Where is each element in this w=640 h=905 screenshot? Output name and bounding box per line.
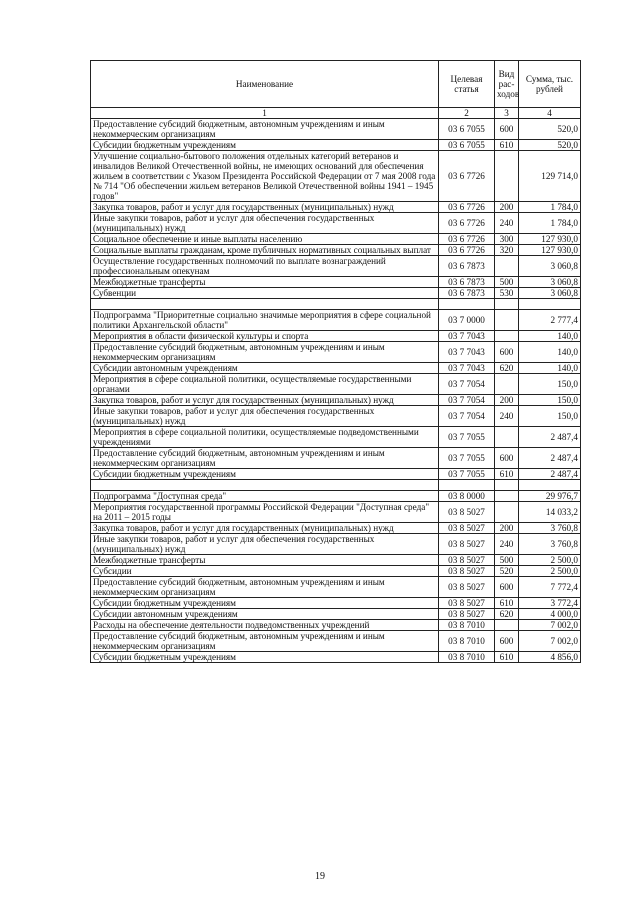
row-sum: 2 487,4 xyxy=(519,427,581,448)
row-target-code: 03 7 7043 xyxy=(439,342,495,363)
table-row xyxy=(91,331,581,342)
row-sum: 2 487,4 xyxy=(519,469,581,480)
header-sum: Сумма, тыс. рублей xyxy=(519,61,581,108)
row-sum: 3 060,8 xyxy=(519,277,581,288)
row-target-code: 03 6 7726 xyxy=(439,151,495,202)
row-name: Подпрограмма "Приоритетные социально значимые мероприятия в сфере социальной политики Архангельской области" xyxy=(91,310,439,331)
row-name: Субсидии автономным учреждениям xyxy=(91,363,439,374)
row-target-code: 03 7 7054 xyxy=(439,374,495,395)
row-target-code: 03 8 5027 xyxy=(439,609,495,620)
spacer-cell xyxy=(495,480,519,491)
row-target-code: 03 7 7055 xyxy=(439,427,495,448)
table-row xyxy=(91,502,581,523)
table-row xyxy=(91,469,581,480)
row-expense-kind: 200 xyxy=(495,202,519,213)
row-expense-kind: 240 xyxy=(495,406,519,427)
row-target-code: 03 8 5027 xyxy=(439,598,495,609)
row-name: Закупка товаров, работ и услуг для государственных (муниципальных) нужд xyxy=(91,202,439,213)
column-index: 2 xyxy=(439,108,495,119)
row-target-code: 03 8 5027 xyxy=(439,566,495,577)
row-name: Улучшение социально-бытового положения отдельных категорий ветеранов и инвалидов Великой Отечественной войны, не имеющих оснований для обеспечения жильем в соответствии с Указом Президента Российской Федерации от 7 мая 2008 года № 714 "Об обеспечении жильем ветеранов Великой Отечественной войны 1941 – 1945 годов" xyxy=(91,151,439,202)
row-expense-kind: 610 xyxy=(495,469,519,480)
table-row xyxy=(91,288,581,299)
row-target-code: 03 6 7726 xyxy=(439,234,495,245)
row-name: Социальные выплаты гражданам, кроме публичных нормативных социальных выплат xyxy=(91,245,439,256)
row-expense-kind: 300 xyxy=(495,234,519,245)
row-sum: 150,0 xyxy=(519,406,581,427)
row-name: Субсидии xyxy=(91,566,439,577)
row-target-code: 03 7 0000 xyxy=(439,310,495,331)
row-expense-kind xyxy=(495,491,519,502)
table-row xyxy=(91,363,581,374)
row-name: Предоставление субсидий бюджетным, автономным учреждениям и иным некоммерческим организациям xyxy=(91,448,439,469)
row-target-code: 03 6 7726 xyxy=(439,245,495,256)
row-target-code: 03 6 7726 xyxy=(439,213,495,234)
table-row xyxy=(91,555,581,566)
row-expense-kind: 240 xyxy=(495,534,519,555)
column-index: 1 xyxy=(91,108,439,119)
row-target-code: 03 8 5027 xyxy=(439,534,495,555)
subprogram-row xyxy=(91,491,581,502)
row-target-code: 03 8 7010 xyxy=(439,631,495,652)
row-target-code: 03 7 7055 xyxy=(439,448,495,469)
row-expense-kind: 500 xyxy=(495,277,519,288)
table-row xyxy=(91,374,581,395)
header-name: Наименование xyxy=(91,61,439,108)
row-expense-kind: 610 xyxy=(495,652,519,663)
table-row xyxy=(91,406,581,427)
row-sum: 3 760,8 xyxy=(519,534,581,555)
budget-table xyxy=(90,60,581,663)
row-target-code: 03 8 7010 xyxy=(439,652,495,663)
table-row xyxy=(91,395,581,406)
table-header-row xyxy=(91,61,581,108)
row-sum: 4 000,0 xyxy=(519,609,581,620)
row-sum: 127 930,0 xyxy=(519,245,581,256)
row-target-code: 03 8 5027 xyxy=(439,502,495,523)
row-sum: 14 033,2 xyxy=(519,502,581,523)
row-target-code: 03 6 7055 xyxy=(439,119,495,140)
row-name: Мероприятия в области физической культуры и спорта xyxy=(91,331,439,342)
row-target-code: 03 7 7054 xyxy=(439,395,495,406)
row-expense-kind xyxy=(495,374,519,395)
row-expense-kind: 620 xyxy=(495,609,519,620)
table-row xyxy=(91,609,581,620)
row-target-code: 03 7 7054 xyxy=(439,406,495,427)
row-expense-kind xyxy=(495,256,519,277)
table-row xyxy=(91,140,581,151)
row-expense-kind xyxy=(495,427,519,448)
row-expense-kind: 320 xyxy=(495,245,519,256)
spacer-cell xyxy=(519,480,581,491)
table-row xyxy=(91,577,581,598)
header-kind: Вид рас-ходов xyxy=(495,61,519,108)
row-name: Предоставление субсидий бюджетным, автономным учреждениям и иным некоммерческим организациям xyxy=(91,119,439,140)
table-row xyxy=(91,245,581,256)
table-row xyxy=(91,566,581,577)
row-target-code: 03 7 7055 xyxy=(439,469,495,480)
row-target-code: 03 7 7043 xyxy=(439,331,495,342)
row-expense-kind: 600 xyxy=(495,448,519,469)
row-target-code: 03 8 5027 xyxy=(439,523,495,534)
row-sum: 129 714,0 xyxy=(519,151,581,202)
row-name: Подпрограмма "Доступная среда" xyxy=(91,491,439,502)
header-target: Целевая статья xyxy=(439,61,495,108)
row-expense-kind: 610 xyxy=(495,140,519,151)
row-sum: 520,0 xyxy=(519,119,581,140)
row-target-code: 03 6 7726 xyxy=(439,202,495,213)
row-sum: 150,0 xyxy=(519,374,581,395)
subprogram-row xyxy=(91,310,581,331)
row-expense-kind xyxy=(495,502,519,523)
row-expense-kind: 600 xyxy=(495,342,519,363)
row-name: Расходы на обеспечение деятельности подведомственных учреждений xyxy=(91,620,439,631)
row-sum: 3 060,8 xyxy=(519,256,581,277)
row-name: Мероприятия в сфере социальной политики, осуществляемые подведомственными учреждениями xyxy=(91,427,439,448)
table-row xyxy=(91,523,581,534)
row-sum: 140,0 xyxy=(519,331,581,342)
row-sum: 2 500,0 xyxy=(519,566,581,577)
row-name: Иные закупки товаров, работ и услуг для обеспечения государственных (муниципальных) нужд xyxy=(91,406,439,427)
table-row xyxy=(91,427,581,448)
row-sum: 3 060,8 xyxy=(519,288,581,299)
row-name: Мероприятия в сфере социальной политики, осуществляемые государственными органами xyxy=(91,374,439,395)
row-sum: 150,0 xyxy=(519,395,581,406)
row-sum: 2 777,4 xyxy=(519,310,581,331)
table-row xyxy=(91,631,581,652)
spacer-cell xyxy=(91,299,439,310)
row-sum: 2 500,0 xyxy=(519,555,581,566)
row-expense-kind: 610 xyxy=(495,598,519,609)
row-name: Субсидии бюджетным учреждениям xyxy=(91,469,439,480)
row-name: Субсидии автономным учреждениям xyxy=(91,609,439,620)
table-row xyxy=(91,534,581,555)
row-name: Межбюджетные трансферты xyxy=(91,555,439,566)
table-row xyxy=(91,202,581,213)
row-expense-kind: 600 xyxy=(495,577,519,598)
table-row xyxy=(91,620,581,631)
row-sum: 7 002,0 xyxy=(519,631,581,652)
row-name: Предоставление субсидий бюджетным, автономным учреждениям и иным некоммерческим организациям xyxy=(91,342,439,363)
row-name: Межбюджетные трансферты xyxy=(91,277,439,288)
row-sum: 140,0 xyxy=(519,342,581,363)
row-target-code: 03 7 7043 xyxy=(439,363,495,374)
row-target-code: 03 8 5027 xyxy=(439,555,495,566)
row-name: Предоставление субсидий бюджетным, автономным учреждениям и иным некоммерческим организациям xyxy=(91,577,439,598)
row-expense-kind: 600 xyxy=(495,631,519,652)
row-sum: 29 976,7 xyxy=(519,491,581,502)
spacer-row xyxy=(91,299,581,310)
row-name: Субсидии бюджетным учреждениям xyxy=(91,598,439,609)
row-target-code: 03 6 7873 xyxy=(439,277,495,288)
spacer-cell xyxy=(91,480,439,491)
column-index: 4 xyxy=(519,108,581,119)
table-row xyxy=(91,277,581,288)
row-expense-kind: 200 xyxy=(495,395,519,406)
row-name: Иные закупки товаров, работ и услуг для обеспечения государственных (муниципальных) нужд xyxy=(91,534,439,555)
row-sum: 520,0 xyxy=(519,140,581,151)
row-sum: 1 784,0 xyxy=(519,213,581,234)
table-row xyxy=(91,213,581,234)
row-sum: 3 760,8 xyxy=(519,523,581,534)
table-row xyxy=(91,234,581,245)
row-expense-kind xyxy=(495,331,519,342)
column-index: 3 xyxy=(495,108,519,119)
row-sum: 7 002,0 xyxy=(519,620,581,631)
spacer-cell xyxy=(439,299,495,310)
row-name: Субсидии бюджетным учреждениям xyxy=(91,652,439,663)
row-target-code: 03 8 5027 xyxy=(439,577,495,598)
table-row xyxy=(91,652,581,663)
page-number: 19 xyxy=(315,871,325,882)
spacer-cell xyxy=(519,299,581,310)
table-row xyxy=(91,598,581,609)
row-name: Иные закупки товаров, работ и услуг для обеспечения государственных (муниципальных) нужд xyxy=(91,213,439,234)
spacer-row xyxy=(91,480,581,491)
row-target-code: 03 8 0000 xyxy=(439,491,495,502)
row-expense-kind: 200 xyxy=(495,523,519,534)
row-name: Субсидии бюджетным учреждениям xyxy=(91,140,439,151)
row-target-code: 03 6 7055 xyxy=(439,140,495,151)
row-sum: 2 487,4 xyxy=(519,448,581,469)
table-row xyxy=(91,256,581,277)
row-expense-kind: 520 xyxy=(495,566,519,577)
row-target-code: 03 8 7010 xyxy=(439,620,495,631)
row-name: Осуществление государственных полномочий по выплате вознаграждений профессиональным опекунам xyxy=(91,256,439,277)
row-expense-kind: 600 xyxy=(495,119,519,140)
table-row xyxy=(91,448,581,469)
row-expense-kind xyxy=(495,151,519,202)
row-name: Субвенции xyxy=(91,288,439,299)
row-expense-kind xyxy=(495,620,519,631)
row-target-code: 03 6 7873 xyxy=(439,256,495,277)
row-sum: 127 930,0 xyxy=(519,234,581,245)
row-name: Социальное обеспечение и иные выплаты населению xyxy=(91,234,439,245)
row-sum: 7 772,4 xyxy=(519,577,581,598)
row-name: Закупка товаров, работ и услуг для государственных (муниципальных) нужд xyxy=(91,395,439,406)
row-target-code: 03 6 7873 xyxy=(439,288,495,299)
row-sum: 4 856,0 xyxy=(519,652,581,663)
row-name: Закупка товаров, работ и услуг для государственных (муниципальных) нужд xyxy=(91,523,439,534)
spacer-cell xyxy=(439,480,495,491)
table-row xyxy=(91,151,581,202)
table-row xyxy=(91,342,581,363)
row-sum: 3 772,4 xyxy=(519,598,581,609)
row-expense-kind: 240 xyxy=(495,213,519,234)
row-expense-kind: 620 xyxy=(495,363,519,374)
row-name: Предоставление субсидий бюджетным, автономным учреждениям и иным некоммерческим организациям xyxy=(91,631,439,652)
table-row xyxy=(91,119,581,140)
row-sum: 140,0 xyxy=(519,363,581,374)
row-expense-kind: 500 xyxy=(495,555,519,566)
row-expense-kind xyxy=(495,310,519,331)
row-sum: 1 784,0 xyxy=(519,202,581,213)
row-expense-kind: 530 xyxy=(495,288,519,299)
row-name: Мероприятия государственной программы Российской Федерации "Доступная среда" на 2011 – 2015 годы xyxy=(91,502,439,523)
column-index-row xyxy=(91,108,581,119)
spacer-cell xyxy=(495,299,519,310)
